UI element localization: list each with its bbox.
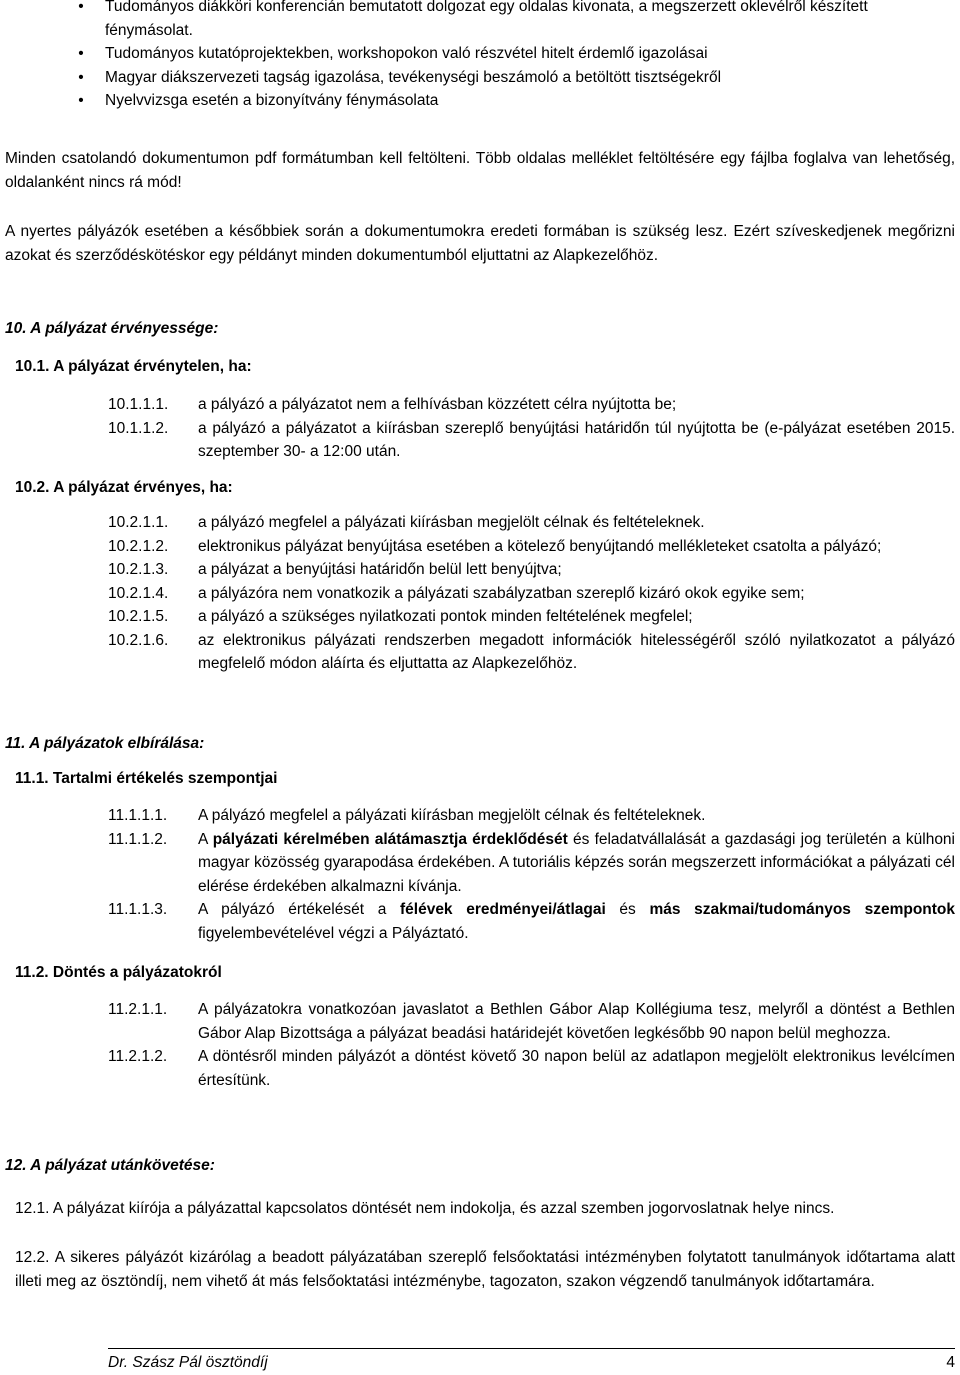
section-11-1-heading: 11.1. Tartalmi értékelés szempontjai bbox=[15, 770, 278, 787]
bullet-list bbox=[75, 0, 955, 113]
list-item: 10.2.1.3. a pályázat a benyújtási határidőn belül lett benyújtva; bbox=[108, 561, 562, 578]
list-item: • Nyelvvizsga esetén a bizonyítvány fénymásolata bbox=[75, 89, 955, 113]
section-10-1-heading: 10.1. A pályázat érvénytelen, ha: bbox=[15, 358, 252, 375]
list-item: • Tudományos kutatóprojektekben, workshopokon való részvétel hitelt érdemlő igazolásai bbox=[75, 42, 955, 66]
bullet-icon: • bbox=[78, 0, 84, 15]
list-item: 11.2.1.1. A pályázatokra vonatkozóan javaslatot a Bethlen Gábor Alap Kollégiuma tesz, melyről a döntést a Bethlen Gábor Alap Bizottsága a pályázat beadási határidejét követően legkésőbb 90 napon belül meghozza. bbox=[108, 1001, 955, 1042]
section-11-heading: 11. A pályázatok elbírálása: bbox=[5, 735, 205, 752]
list-item: 10.2.1.5. a pályázó a szükséges nyilatkozati pontok minden feltételének megfelel; bbox=[108, 608, 693, 625]
paragraph-pdf-upload: Minden csatolandó dokumentumon pdf formátumban kell feltölteni. Több oldalas melléklet feltöltésére egy fájlba foglalva van lehetőség, oldalanként nincs rá mód! bbox=[5, 150, 955, 191]
section-10-heading: 10. A pályázat érvényessége: bbox=[5, 320, 219, 337]
list-item: 10.1.1.2. a pályázó a pályázatot a kiírásban szereplő benyújtási határidőn túl nyújtotta be (e-pályázat esetében 2015. szeptember 30- a 12:00 után. bbox=[108, 419, 955, 460]
list-item: 11.1.1.1. A pályázó megfelel a pályázati kiírásban megjelölt célnak és feltételeknek. bbox=[108, 807, 706, 824]
paragraph-original-documents: A nyertes pályázók esetében a későbbiek során a dokumentumokra eredeti formában is szükség lesz. Ezért szíveskedjenek megőrizni azokat és szerződéskötéskor egy példányt minden dokumentumból eljuttatni az Alapkezelőhöz. bbox=[5, 223, 955, 264]
list-item: 10.2.1.6. az elektronikus pályázati rendszerben megadott információk hitelességéről szóló nyilatkozatot a pályázó megfelelő módon aláírta és eljuttatta az Alapkezelőhöz. bbox=[108, 631, 955, 672]
section-10-2-heading: 10.2. A pályázat érvényes, ha: bbox=[15, 479, 233, 496]
bullet-icon: • bbox=[78, 45, 84, 62]
list-item: • Tudományos diákköri konferencián bemutatott dolgozat egy oldalas kivonata, a megszerzett oklevélről készített fénymásolat. bbox=[75, 0, 955, 42]
footer-title: Dr. Szász Pál ösztöndíj bbox=[108, 1354, 268, 1371]
section-10-2-list bbox=[108, 511, 955, 676]
list-item: 10.2.1.1. a pályázó megfelel a pályázati kiírásban megjelölt célnak és feltételeknek. bbox=[108, 514, 705, 531]
section-11-2-heading: 11.2. Döntés a pályázatokról bbox=[15, 964, 222, 981]
section-11-2-list bbox=[108, 998, 955, 1092]
list-item: 11.2.1.2. A döntésről minden pályázót a döntést követő 30 napon belül az adatlapon megjelölt elektronikus levélcímen értesítünk. bbox=[108, 1048, 955, 1089]
list-item: 11.1.1.2. A pályázati kérelmében alátámasztja érdeklődését és feladatvállalását a gazdasági jog területén a külhoni magyar közösség gyarapodása érdekében. A tutoriális képzés során megszerzett információkat a pályázati cél elérése érdekében alkalmazni kívánja. bbox=[108, 830, 955, 895]
list-item: • Magyar diákszervezeti tagság igazolása, tevékenységi beszámoló a betöltött tisztségekről bbox=[75, 66, 955, 90]
bullet-icon: • bbox=[78, 92, 84, 109]
list-item: 11.1.1.3. A pályázó értékelését a félévek eredményei/átlagai és más szakmai/tudományos szempontok figyelembevételével végzi a Pályáztató. bbox=[108, 901, 955, 942]
paragraph-12-2: 12.2. A sikeres pályázót kizárólag a beadott pályázatában szereplő felsőoktatási intézményben folytatott tanulmányok időtartama alatt illeti meg az ösztöndíj, nem vihető át más felsőoktatási intézménybe, tagozaton, szakon végzendő tanulmányok időtartamára. bbox=[15, 1249, 955, 1290]
bullet-icon: • bbox=[78, 68, 84, 86]
section-12-heading: 12. A pályázat utánkövetése: bbox=[5, 1157, 215, 1174]
paragraph-12-1: 12.1. A pályázat kiírója a pályázattal kapcsolatos döntését nem indokolja, és azzal szemben jogorvoslatnak helye nincs. bbox=[15, 1200, 835, 1217]
section-10-1-list bbox=[108, 393, 955, 464]
list-item: 10.2.1.2. elektronikus pályázat benyújtása esetében a kötelező benyújtandó mellékleteket csatolta a pályázó; bbox=[108, 537, 882, 555]
list-item: 10.2.1.4. a pályázóra nem vonatkozik a pályázati szabályzatban szereplő kizáró okok egyike sem; bbox=[108, 584, 805, 602]
page-footer bbox=[108, 1348, 955, 1371]
page-number: 4 bbox=[946, 1354, 955, 1371]
section-11-1-list bbox=[108, 804, 955, 945]
list-item: 10.1.1.1. a pályázó a pályázatot nem a felhívásban közzétett célra nyújtotta be; bbox=[108, 396, 677, 413]
